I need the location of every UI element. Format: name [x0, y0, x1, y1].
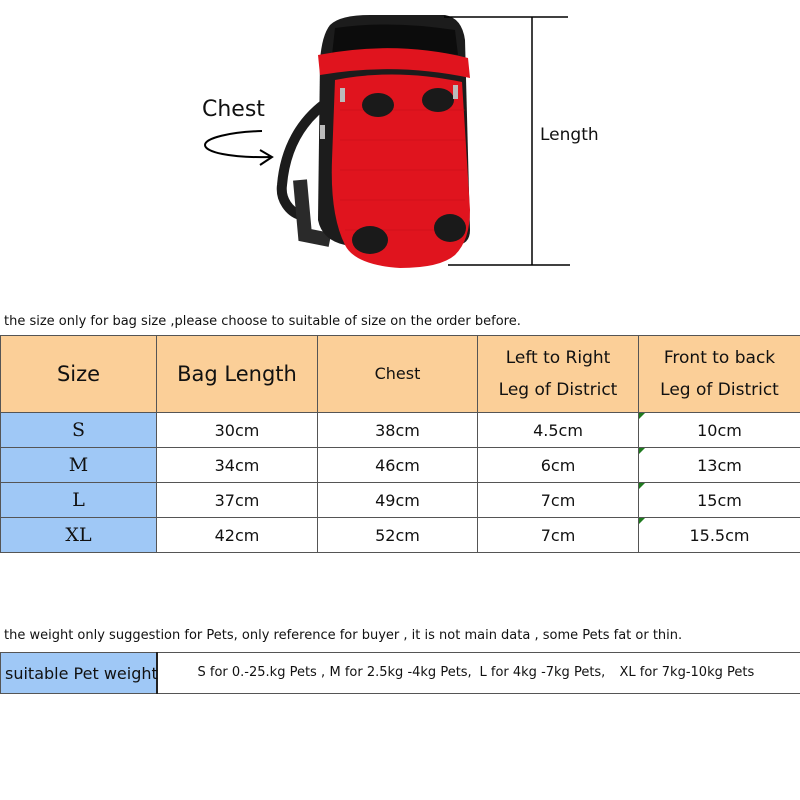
table-row	[1, 518, 800, 553]
bag-length-cell: 42cm	[157, 518, 318, 553]
chest-label: Chest	[202, 97, 265, 122]
front-back-value: 13cm	[697, 455, 742, 475]
pet-carrier-backpack-image	[0, 0, 800, 300]
left-right-cell: 7cm	[478, 518, 639, 553]
bag-length-cell: 34cm	[157, 448, 318, 483]
size-note: the size only for bag size ,please choose to suitable of size on the order before.	[4, 314, 521, 329]
chest-cell: 52cm	[318, 518, 478, 553]
header-left-right-line2: Leg of District	[498, 380, 618, 400]
weight-note: the weight only suggestion for Pets, only reference for buyer , it is not main data , some Pets fat or thin.	[4, 628, 683, 643]
size-table	[0, 335, 800, 553]
front-back-value: 15.5cm	[689, 525, 750, 545]
front-back-value: 10cm	[697, 420, 742, 440]
size-cell: M	[1, 448, 157, 483]
weight-entries	[157, 653, 800, 694]
table-row	[1, 483, 800, 518]
front-back-cell	[639, 448, 800, 483]
chest-cell: 49cm	[318, 483, 478, 518]
header-left-right	[478, 336, 639, 413]
front-back-cell	[639, 413, 800, 448]
header-front-back-line1: Front to back	[663, 348, 776, 368]
length-label: Length	[540, 125, 599, 145]
left-right-cell: 6cm	[478, 448, 639, 483]
weight-entry-s: S for 0.-25.kg Pets ,	[197, 665, 326, 680]
table-row	[1, 448, 800, 483]
weight-entry-m: M for 2.5kg -4kg Pets,	[329, 665, 472, 680]
header-bag-length-text: Bag Length	[177, 362, 297, 386]
table-row	[1, 413, 800, 448]
front-back-cell	[639, 483, 800, 518]
product-illustration	[0, 0, 800, 300]
header-size-text: Size	[56, 362, 101, 386]
size-table-header-row	[1, 336, 800, 413]
chest-cell: 38cm	[318, 413, 478, 448]
front-back-cell	[639, 518, 800, 553]
weight-table	[0, 652, 800, 694]
bag-length-cell: 30cm	[157, 413, 318, 448]
header-front-back	[639, 336, 800, 413]
front-back-value: 15cm	[697, 490, 742, 510]
header-chest-text: Chest	[374, 364, 421, 383]
chest-cell: 46cm	[318, 448, 478, 483]
header-front-back-line2: Leg of District	[660, 380, 779, 400]
left-right-cell: 4.5cm	[478, 413, 639, 448]
weight-entry-xl: XL for 7kg-10kg Pets	[619, 665, 755, 680]
header-size	[1, 336, 157, 413]
bag-length-cell: 37cm	[157, 483, 318, 518]
header-left-right-line1: Left to Right	[505, 348, 611, 368]
header-chest	[318, 336, 478, 413]
left-right-cell: 7cm	[478, 483, 639, 518]
size-cell: XL	[1, 518, 157, 553]
size-cell: S	[1, 413, 157, 448]
header-bag-length	[157, 336, 318, 413]
weight-entry-l: L for 4kg -7kg Pets,	[479, 665, 606, 680]
weight-row	[1, 653, 800, 694]
size-cell: L	[1, 483, 157, 518]
weight-label: suitable Pet weight	[1, 653, 157, 694]
